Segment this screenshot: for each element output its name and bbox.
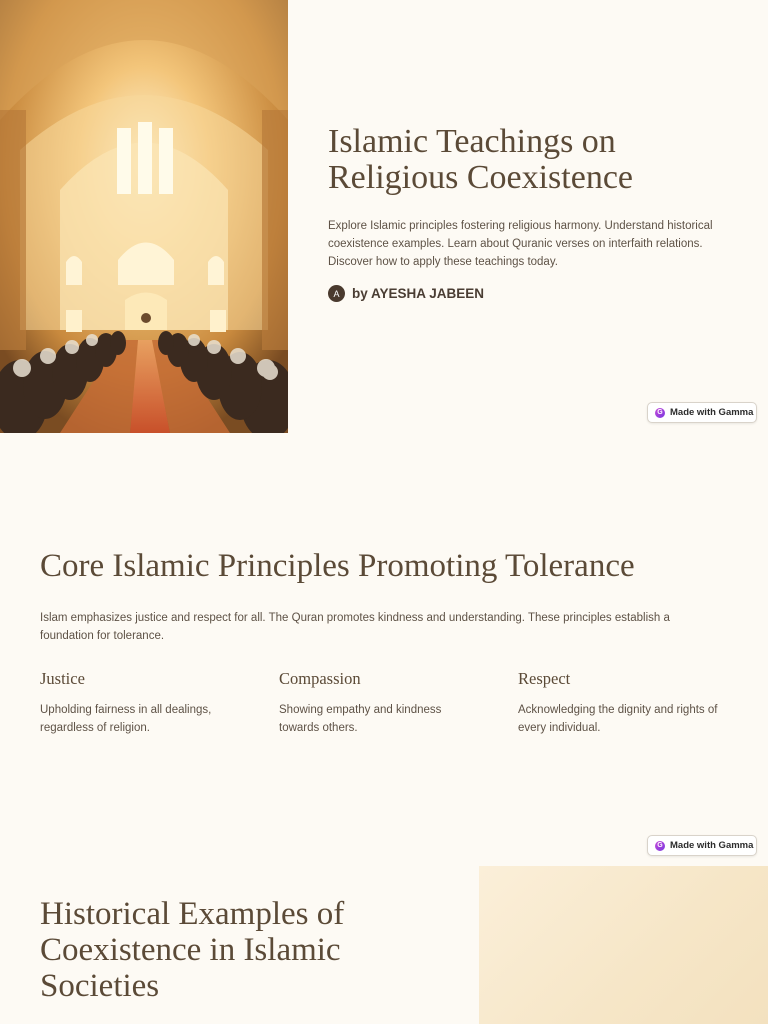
- principle-title: Compassion: [279, 669, 361, 688]
- presentation-description: Explore Islamic principles fostering religious harmony. Understand historical coexistence examples. Learn about Quranic verses on interfaith relations. Discover how to apply these teachings today.: [328, 220, 713, 268]
- principle-text: Showing empathy and kindness towards others.: [279, 704, 442, 734]
- gamma-badge-label: Made with Gamma: [670, 407, 754, 418]
- gamma-logo-icon: G: [655, 841, 665, 851]
- mosque-prayer-hall-image: [0, 0, 288, 433]
- presentation-title: Islamic Teachings on Religious Coexistence: [328, 123, 634, 196]
- slide-title: [0, 0, 768, 433]
- historical-image-panel: [479, 866, 768, 1024]
- gamma-logo-icon: G: [655, 408, 665, 418]
- principle-card: [40, 669, 240, 737]
- gamma-badge-label: Made with Gamma: [670, 840, 754, 851]
- principles-title: Core Islamic Principles Promoting Tolerance: [40, 548, 635, 584]
- historical-title: Historical Examples of Coexistence in Islamic Societies: [40, 896, 345, 1004]
- principles-description: Islam emphasizes justice and respect for all. The Quran promotes kindness and understanding. These principles establish a foundation for tolerance.: [40, 612, 670, 642]
- principle-title: Justice: [40, 669, 85, 688]
- avatar: A: [328, 285, 345, 302]
- made-with-gamma-badge[interactable]: [647, 835, 757, 856]
- principle-text: Acknowledging the dignity and rights of every individual.: [518, 704, 718, 734]
- author-byline: [328, 285, 484, 302]
- principle-card: [518, 669, 718, 737]
- principle-text: Upholding fairness in all dealings, regardless of religion.: [40, 704, 212, 734]
- author-name: by AYESHA JABEEN: [352, 286, 485, 301]
- made-with-gamma-badge[interactable]: [647, 402, 757, 423]
- principle-card: [279, 669, 479, 737]
- principle-title: Respect: [518, 669, 571, 688]
